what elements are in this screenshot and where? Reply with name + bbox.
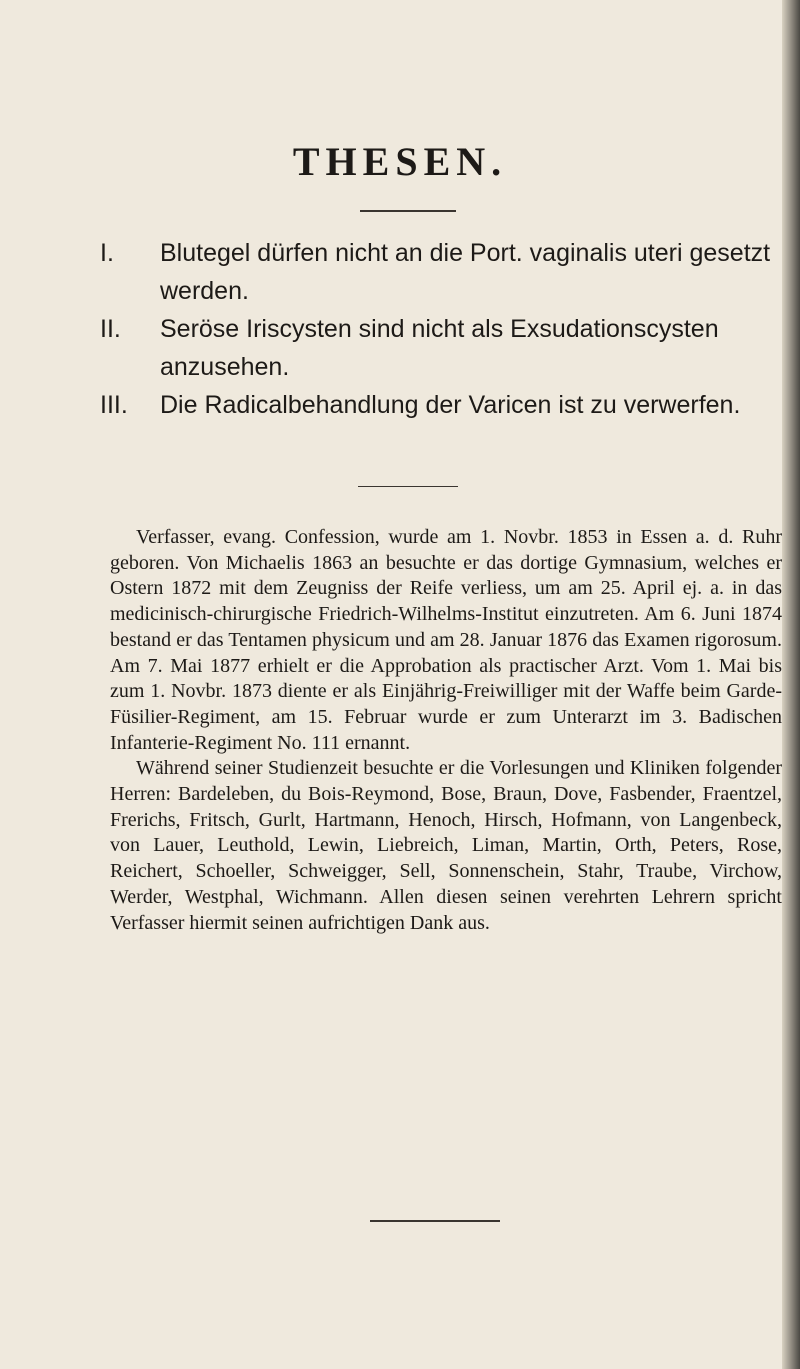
theses-list [100, 234, 780, 424]
title-divider [360, 210, 456, 212]
page-edge-shadow [782, 0, 800, 1369]
thesis-number: I. [100, 239, 114, 267]
thesis-item [100, 386, 780, 424]
end-divider [370, 1220, 500, 1222]
thesis-text: Seröse Iriscysten sind nicht als Exsudationscysten anzusehen. [160, 315, 719, 381]
thesis-number: II. [100, 315, 121, 343]
thesis-number: III. [100, 391, 128, 419]
section-divider [358, 486, 458, 487]
bio-paragraph: Verfasser, evang. Confession, wurde am 1. Novbr. 1853 in Essen a. d. Ruhr geboren. Von Michaelis 1863 an besuchte er das dortige Gymnasium, welches er Ostern 1872 mit dem Zeugniss der Reife verliess, um am 25. April ej. a. in das medicinisch-chirurgische Friedrich-Wilhelms-Institut einzutreten. Am 6. Juni 1874 bestand er das Tentamen physicum und am 28. Januar 1876 das Examen rigorosum. Am 7. Mai 1877 erhielt er die Approbation als practischer Arzt. Vom 1. Mai bis zum 1. Novbr. 1873 diente er als Einjährig-Freiwilliger mit der Waffe beim Garde-Füsilier-Regiment, am 15. Februar wurde er zum Unterarzt im 3. Badischen Infanterie-Regiment No. 111 ernannt. [110, 526, 782, 754]
page-title: THESEN. [292, 139, 508, 184]
thesis-item [100, 310, 780, 386]
thesis-text: Blutegel dürfen nicht an die Port. vaginalis uteri gesetzt werden. [160, 239, 771, 305]
thesis-item [100, 234, 780, 310]
biography [110, 525, 782, 936]
thesis-text: Die Radicalbehandlung der Varicen ist zu verwerfen. [160, 391, 741, 419]
bio-paragraph: Während seiner Studienzeit besuchte er die Vorlesungen und Kliniken folgender Herren: Bardeleben, du Bois-Reymond, Bose, Braun, Dove, Fasbender, Fraentzel, Frerichs, Fritsch, Gurlt, Hartmann, Henoch, Hirsch, Hofmann, von Langenbeck, von Lauer, Leuthold, Lewin, Liebreich, Liman, Martin, Orth, Peters, Rose, Reichert, Schoeller, Schweigger, Sell, Sonnenschein, Stahr, Traube, Virchow, Werder, Westphal, Wichmann. Allen diesen seinen verehrten Lehrern spricht Verfasser hiermit seinen aufrichtigen Dank aus. [110, 757, 782, 934]
